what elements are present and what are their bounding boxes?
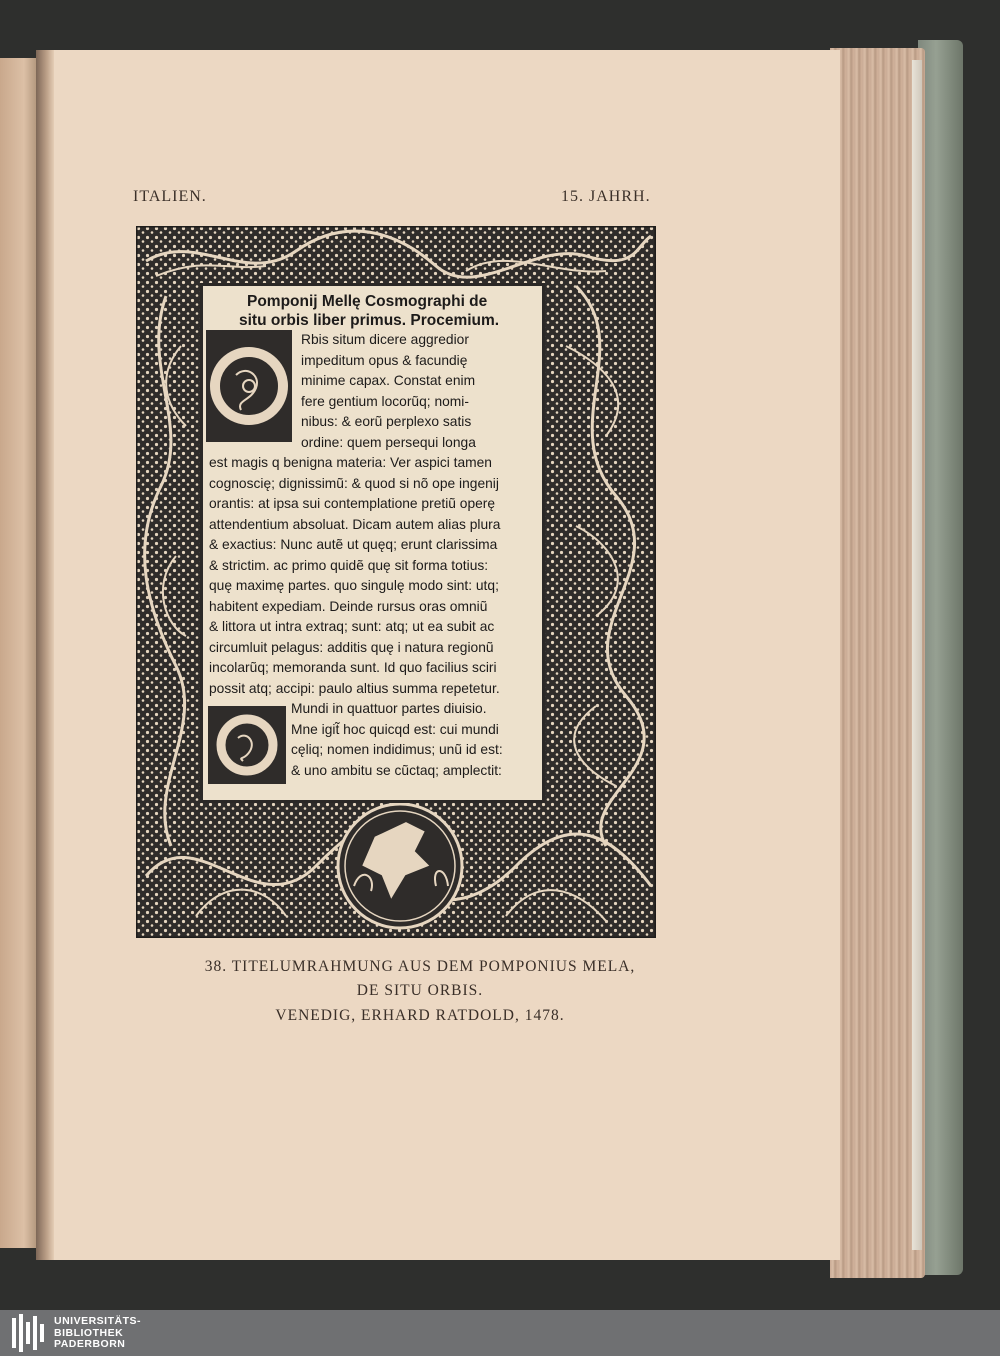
page-gutter bbox=[36, 50, 54, 1260]
text-line: & littora ut intra extraq; sunt: atq; ut ea subit ac bbox=[209, 619, 495, 634]
text-line: quę maximę partes. quo singulę modo sint: utq; bbox=[209, 578, 499, 593]
left-page-edge bbox=[0, 58, 40, 1248]
text-line: Rbis situm dicere aggredior bbox=[301, 332, 469, 347]
text-line: cęliq; nomen indidimus; unũ id est: bbox=[291, 742, 503, 757]
text-line: est magis q benigna materia: Ver aspici tamen bbox=[209, 455, 492, 470]
running-head-left: ITALIEN. bbox=[133, 188, 207, 205]
initial-o-ornament bbox=[206, 330, 292, 442]
text-line: attendentium absoluat. Dicam autem alias plura bbox=[209, 516, 501, 532]
text-line: circumluit pelagus: additis quę i natura regionũ bbox=[209, 639, 494, 655]
text-line: & strictim. ac primo quidẽ quę sit forma totius: bbox=[209, 557, 489, 573]
text-line: & uno ambitu se cũctaq; amplectit: bbox=[291, 762, 502, 778]
figure-caption-line1: 38. TITELUMRAHMUNG AUS DEM POMPONIUS MELA, bbox=[204, 958, 636, 975]
logo-line3: PADERBORN bbox=[54, 1338, 126, 1350]
text-line: possit atq; accipi: paulo altius summa repetetur. bbox=[209, 680, 500, 696]
text-line: impeditum opus & facundię bbox=[301, 352, 468, 368]
text-line: nibus: & eorũ perplexo satis bbox=[301, 414, 472, 429]
text-line: minime capax. Constat enim bbox=[301, 373, 476, 388]
library-logo-text bbox=[54, 1316, 141, 1351]
woodcut-heading-line2: situ orbis liber primus. Procemium. bbox=[239, 312, 500, 329]
initial-o-ornament-small bbox=[208, 706, 286, 784]
library-logo-icon bbox=[12, 1314, 46, 1352]
text-line: orantis: at ipsa sui contemplatione pretiũ operę bbox=[209, 496, 496, 511]
page-edges bbox=[830, 48, 925, 1278]
text-line: & exactius: Nunc autẽ ut quęq; erunt clarissima bbox=[209, 537, 498, 552]
figure-caption-line3: VENEDIG, ERHARD RATDOLD, 1478. bbox=[275, 1007, 565, 1024]
text-line: ordine: quem persequi longa bbox=[301, 434, 476, 450]
woodcut-heading-line1: Pomponij Mellę Cosmographi de bbox=[247, 293, 488, 310]
text-line: incolarũq; memoranda sunt. Id quo facilius sciri bbox=[209, 660, 497, 675]
text-line: Mundi in quattuor partes diuisio. bbox=[291, 701, 487, 716]
library-footer-bar bbox=[0, 1310, 1000, 1356]
text-line: fere gentium locorũq; nomi- bbox=[301, 393, 469, 409]
text-line: habitent expediam. Deinde rursus oras omniũ bbox=[209, 598, 488, 614]
woodcut-text-panel bbox=[200, 283, 545, 803]
running-head-right: 15. JAHRH. bbox=[561, 188, 651, 205]
logo-line1: UNIVERSITÄTS- bbox=[54, 1315, 142, 1327]
page-edges-inner bbox=[912, 60, 922, 1250]
logo-line2: BIBLIOTHEK bbox=[54, 1326, 124, 1339]
figure-caption-line2: DE SITU ORBIS. bbox=[356, 982, 484, 999]
text-line: cognoscię; dignissimũ: & quod si nõ ope ingenij bbox=[209, 475, 499, 491]
text-line: Mne igit̃ hoc quicqd est: cui mundi bbox=[291, 721, 499, 737]
